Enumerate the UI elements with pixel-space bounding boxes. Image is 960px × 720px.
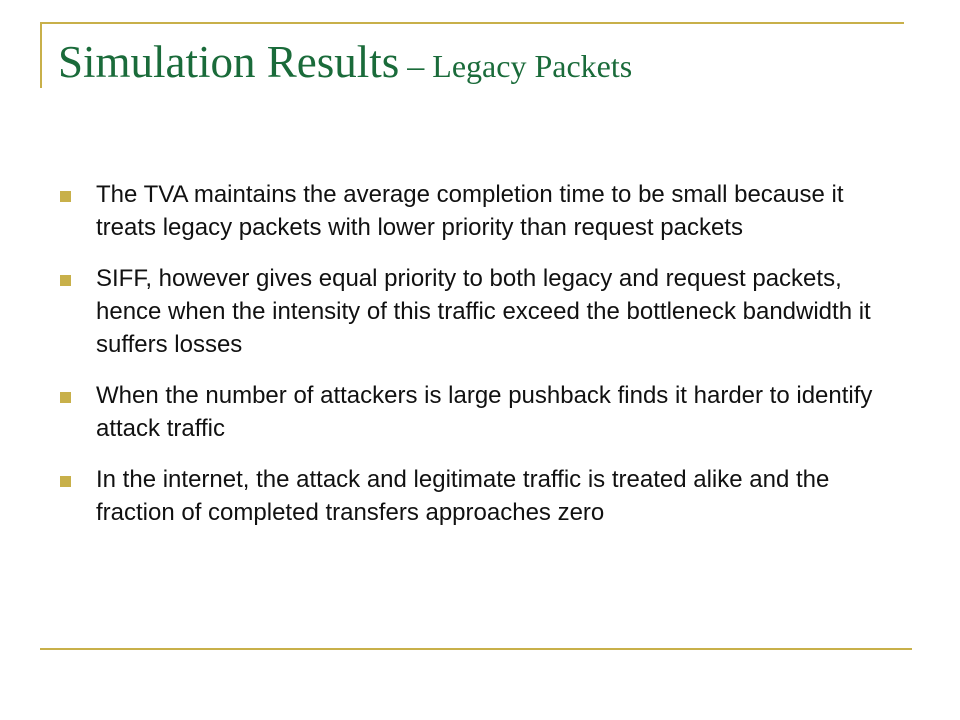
bullet-item [60, 463, 900, 529]
square-bullet-icon [60, 392, 71, 403]
left-rule [40, 22, 42, 88]
bullet-item [60, 262, 900, 361]
bullet-text: When the number of attackers is large pushback finds it harder to identify attack traffic [96, 382, 873, 442]
bullet-text: The TVA maintains the average completion time to be small because it treats legacy packets with lower priority than request packets [96, 181, 844, 241]
square-bullet-icon [60, 476, 71, 487]
top-rule [40, 22, 904, 24]
bullet-text: In the internet, the attack and legitimate traffic is treated alike and the fraction of completed transfers approaches zero [96, 466, 830, 526]
bullet-text: SIFF, however gives equal priority to both legacy and request packets, hence when the intensity of this traffic exceed the bottleneck bandwidth it suffers losses [96, 265, 871, 358]
title-separator: – [407, 48, 425, 85]
square-bullet-icon [60, 191, 71, 202]
square-bullet-icon [60, 275, 71, 286]
slide-title [58, 38, 632, 88]
title-subtitle: Legacy Packets [432, 48, 633, 84]
bottom-rule [40, 648, 912, 650]
bullet-item [60, 379, 900, 445]
title-main: Simulation Results [58, 37, 400, 87]
bullet-item [60, 178, 900, 244]
bullet-list [60, 178, 900, 547]
